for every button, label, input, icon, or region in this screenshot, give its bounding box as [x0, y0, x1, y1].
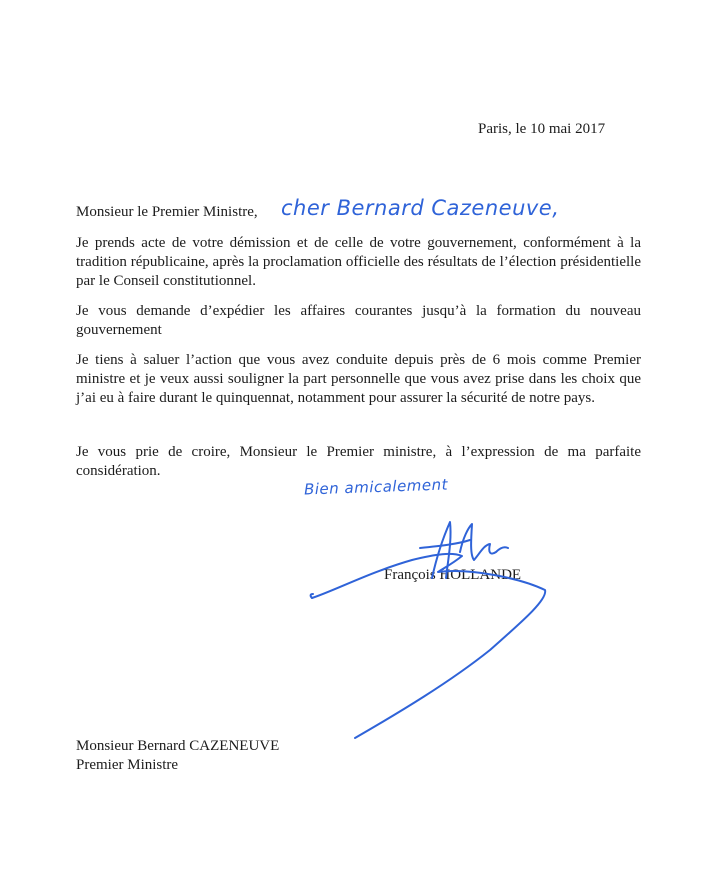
- paragraph-resignation: Je prends acte de votre démission et de celle de votre gouvernement, conformément à la tradition républicaine, après la proclamation officielle des résultats de l’élection présidentielle par le Conseil constitutionnel.: [76, 235, 641, 289]
- paragraph-tribute: Je tiens à saluer l’action que vous avez conduite depuis près de 6 mois comme Premier ministre et je veux aussi souligner la part personnelle que vous avez prise dans les choix que j’ai eu à faire durant le quinquennat, notamment pour assurer la sécurité de notre pays.: [76, 352, 641, 406]
- paragraph-current-affairs: Je vous demande d’expédier les affaires courantes jusqu’à la formation du nouveau gouvernement: [76, 303, 641, 338]
- handwritten-closing: Bien amicalement: [303, 475, 449, 499]
- letter-date: Paris, le 10 mai 2017: [478, 121, 606, 137]
- salutation: Monsieur le Premier Ministre,: [76, 204, 258, 220]
- addressee-name: Monsieur Bernard CAZENEUVE: [76, 738, 280, 754]
- addressee-title: Premier Ministre: [76, 757, 179, 773]
- closing-formula: Je vous prie de croire, Monsieur le Premier ministre, à l’expression de ma parfaite considération.: [76, 444, 641, 479]
- signatory-name: François HOLLANDE: [384, 567, 522, 583]
- handwritten-salutation: cher Bernard Cazeneuve,: [281, 196, 560, 220]
